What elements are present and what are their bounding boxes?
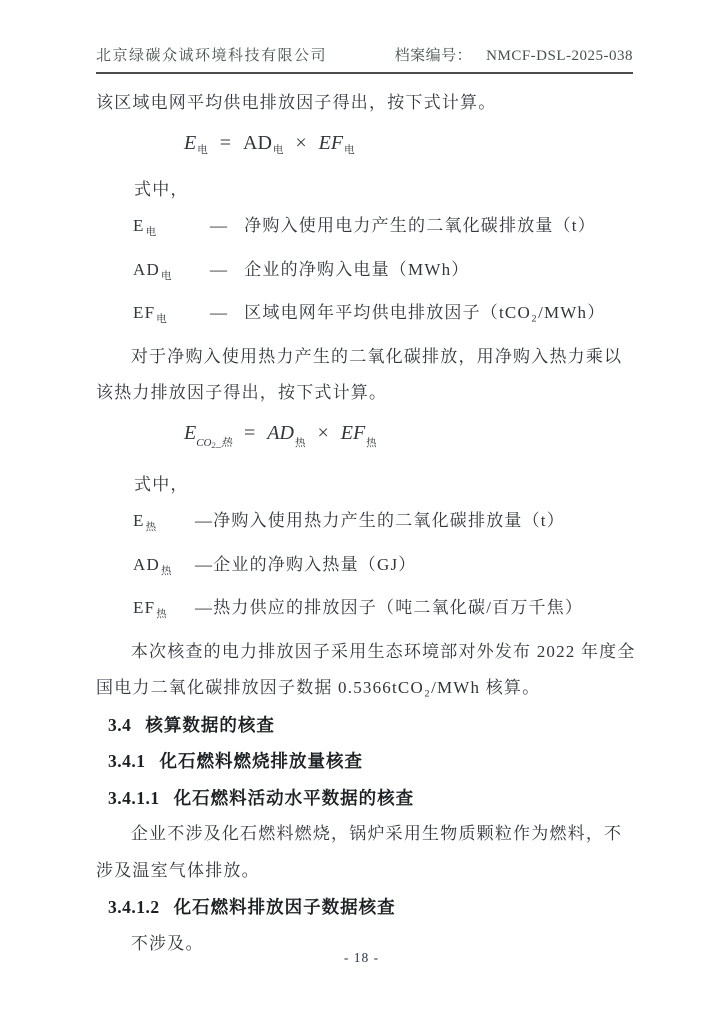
definition-dash: — [210, 259, 229, 279]
definition-dash: — [210, 216, 229, 235]
formula-term: AD [267, 421, 294, 444]
page-header [96, 44, 633, 74]
formula-term: AD [243, 131, 272, 154]
heading-title: 核算数据的核查 [145, 714, 275, 735]
company-name: 北京绿碳众诚环境科技有限公司 [96, 48, 328, 64]
definition-symbol: $AD_电$ [133, 259, 172, 282]
definition-description: 热力供应的排放因子（吨二氧化碳/百万千焦） [213, 598, 584, 617]
archive-label: 档案编号： [394, 48, 473, 64]
heading-3-4-1 [96, 743, 633, 780]
paragraph-line: 对于净购入使用热力产生的二氧化碳排放，用净购入热力乘以 [130, 346, 623, 366]
equals-sign: = [244, 421, 256, 444]
heading-number: 3.4.1 [108, 751, 146, 771]
archive-number: NMCF-DSL-2025-038 [486, 48, 633, 64]
definition-description: 净购入使用电力产生的二氧化碳排放量（t） [244, 216, 596, 235]
formula-term: EF [340, 421, 366, 444]
formula-subscript: 电 [272, 144, 284, 156]
paragraph-line: 该区域电网平均供电排放因子得出，按下式计算。 [96, 93, 497, 112]
heading-number: 3.4.1.2 [108, 897, 160, 917]
formula-term: E [184, 421, 197, 444]
definition-description: 净购入使用热力产生的二氧化碳排放量（t） [213, 511, 565, 530]
heading-3-4-1-2 [96, 889, 633, 926]
definition-symbol: $AD_热$ [133, 554, 172, 577]
formula-subscript: CO2_热 [196, 436, 232, 450]
definition-row [96, 208, 633, 252]
definition-description: 企业的净购入电量（MWh） [244, 259, 470, 279]
heading-3-4-1-1 [96, 780, 633, 817]
paragraph-line: 国电力二氧化碳排放因子数据 0.5366tCO₂/MWh 核算。 [96, 678, 541, 697]
paragraph-line: 该热力排放因子得出，按下式计算。 [96, 383, 388, 402]
definition-dash: — [195, 511, 214, 530]
where-label: 式中， [134, 474, 189, 494]
formula-electricity [96, 122, 633, 172]
definition-dash: — [210, 303, 229, 322]
definition-row [96, 590, 633, 634]
definition-symbol: $EF_热$ [133, 598, 167, 620]
definition-dash: — [195, 598, 214, 617]
definition-row [96, 295, 633, 339]
formula-term: EF [318, 131, 344, 154]
heading-number: 3.4 [108, 714, 132, 735]
definition-description: 区域电网年平均供电排放因子（tCO₂/MWh） [244, 303, 606, 322]
definition-symbol: $EF_电$ [133, 303, 167, 325]
heading-title: 化石燃料活动水平数据的核查 [173, 787, 415, 808]
equals-sign: = [219, 131, 231, 154]
multiply-sign: × [295, 131, 307, 154]
heading-number: 3.4.1.1 [108, 787, 160, 808]
definition-row [96, 503, 633, 547]
paragraph-line: 企业不涉及化石燃料燃烧，锅炉采用生物质颗粒作为燃料，不 [130, 824, 623, 843]
paragraph-line: 涉及温室气体排放。 [96, 860, 260, 880]
heading-3-4 [96, 707, 633, 744]
where-label: 式中， [134, 179, 189, 199]
definition-symbol: $E_电$ [133, 216, 157, 238]
formula-heat [96, 412, 633, 467]
formula-subscript: 电 [344, 144, 355, 156]
formula-term: E [184, 131, 197, 154]
document-body [96, 85, 636, 962]
definition-row [96, 547, 633, 591]
paragraph-line: 不涉及。 [130, 933, 204, 953]
definition-symbol: $E_热$ [133, 511, 157, 533]
multiply-sign: × [317, 421, 329, 444]
formula-subscript: 电 [197, 144, 208, 156]
definition-dash: — [195, 554, 214, 574]
definition-row [96, 252, 633, 296]
heading-title: 化石燃料排放因子数据核查 [173, 897, 396, 917]
formula-subscript: 热 [294, 437, 306, 449]
formula-subscript: 热 [366, 437, 377, 449]
page-number: - 18 - [343, 950, 380, 965]
definition-description: 企业的净购入热量（GJ） [213, 554, 417, 574]
heading-title: 化石燃料燃烧排放量核查 [159, 751, 363, 771]
paragraph-line: 本次核查的电力排放因子采用生态环境部对外发布 2022 年度全 [130, 641, 636, 661]
archive-number-block [395, 44, 633, 65]
